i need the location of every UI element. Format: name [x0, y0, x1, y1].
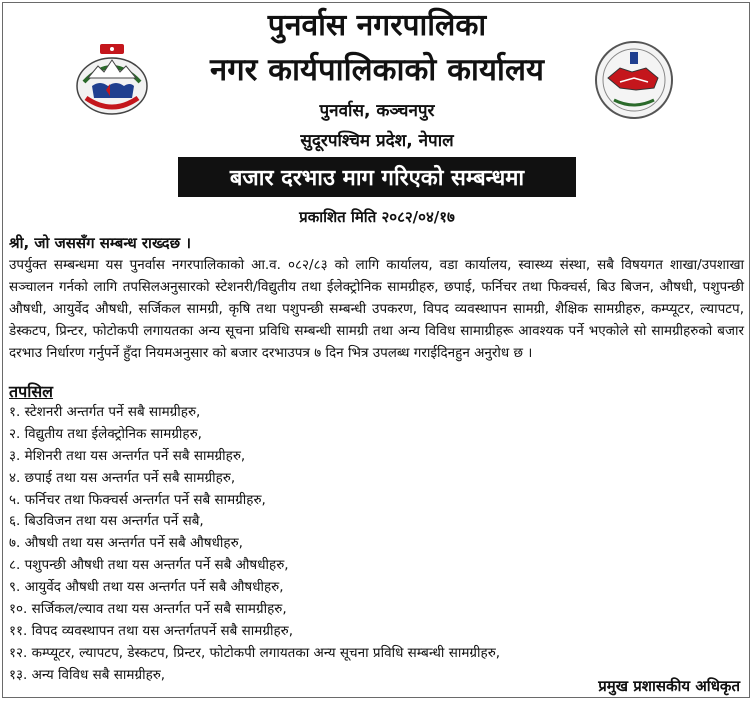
- list-item: २. विद्युतीय तथा ईलेक्ट्रोनिक सामग्रीहरु,: [9, 425, 202, 442]
- list-item: ८. पशुपन्छी औषधी तथा यस अन्तर्गत पर्ने सबै औषधीहरु,: [9, 557, 289, 574]
- notice-subject-banner: [178, 157, 576, 197]
- published-date: प्रकाशित मिति २०८२/०४/१७: [299, 208, 455, 226]
- office-name: नगर कार्यपालिकाको कार्यालय: [210, 52, 544, 88]
- province-name: सुदूरपश्चिम प्रदेश, नेपाल: [300, 131, 454, 151]
- list-item: ७. औषधी तथा यस अन्तर्गत पर्ने सबै औषधीहरु,: [9, 535, 243, 552]
- list-item: १२. कम्प्यूटर, ल्यापटप, डेस्कटप, प्रिन्टर, फोटोकपी लगायतका अन्य सूचना प्रविधि सम्बन्धी सामग्रीहरु,: [9, 644, 501, 661]
- list-item: ११. विपद व्यवस्थापन तथा यस अन्तर्गतपर्ने सबै सामग्रीहरु,: [9, 622, 293, 639]
- list-item: १०. सर्जिकल/ल्याव तथा यस अन्तर्गत पर्ने सबै सामग्रीहरु,: [9, 601, 287, 618]
- municipality-name: पुनर्वास नगरपालिका: [267, 8, 487, 43]
- notice-subject: बजार दरभाउ माग गरिएको सम्बन्धमा: [229, 166, 525, 191]
- list-item: १. स्टेशनरी अन्तर्गत पर्ने सबै सामग्रीहरु,: [9, 404, 201, 420]
- list-item: ३. मेशिनरी तथा यस अन्तर्गत पर्ने सबै सामग्रीहरु,: [9, 447, 246, 464]
- signatory-title: प्रमुख प्रशासकीय अधिकृत: [598, 677, 740, 695]
- section-title: तपसिल: [9, 382, 54, 401]
- list-item: १३. अन्य विविध सबै सामग्रीहरु,: [9, 666, 166, 683]
- notice-body: उपर्युक्त सम्बन्धमा यस पुनर्वास नगरपालिकाको आ.व. ०८२/८३ को लागि कार्यालय, वडा कार्यालय, स्वास्थ्य संस्था, सबै विषयगत शाखा/उपशाखा सञ्चालन गर्नको लागि तपसिलअनुसारको स्टेशनरी/विद्युतीय तथा ईलेक्ट्रोनिक सामग्रीहरु, छपाई, फर्निचर तथा फिक्चर्स, बिउ बिजन, औषधी, पशुपन्छी औषधी, आयुर्वेद औषधी, सर्जिकल सामग्री, कृषि तथा पशुपन्छी सम्बन्धी उपकरण, विपद व्यवस्थापन सामग्री, शैक्षिक सामग्रीहरु, कम्प्यूटर, ल्यापटप, डेस्कटप, प्रिन्टर, फोटोकपी लगायतका अन्य सूचना प्रविधि सम्बन्धी सामग्री तथा अन्य विविध सामाग्रीहरू आवश्यक पर्ने भएकोले सो सामग्रीहरुको बजार दरभाउ निर्धारण गर्नुपर्ने हुँदा नियमअनुसार को बजार दरभाउपत्र ७ दिन भित्र उपलब्ध गराईदिनहुन अनुरोध छ ।: [9, 257, 744, 361]
- office-location: पुनर्वास, कञ्चनपुर: [319, 101, 435, 121]
- item-list: [9, 402, 744, 687]
- list-item: ४. छपाई तथा यस अन्तर्गत पर्ने सबै सामग्रीहरु,: [9, 469, 236, 486]
- list-item: ९. आयुर्वेद औषधी तथा यस अन्तर्गत पर्ने सबै औषधीहरु,: [9, 579, 284, 596]
- list-item: ६. बिउविजन तथा यस अन्तर्गत पर्ने सबै,: [9, 513, 204, 530]
- list-item: ५. फर्निचर तथा फिक्चर्स अन्तर्गत पर्ने सबै सामग्रीहरु,: [9, 491, 266, 508]
- salutation: श्री, जो जससँग सम्बन्ध राख्दछ ।: [9, 234, 192, 252]
